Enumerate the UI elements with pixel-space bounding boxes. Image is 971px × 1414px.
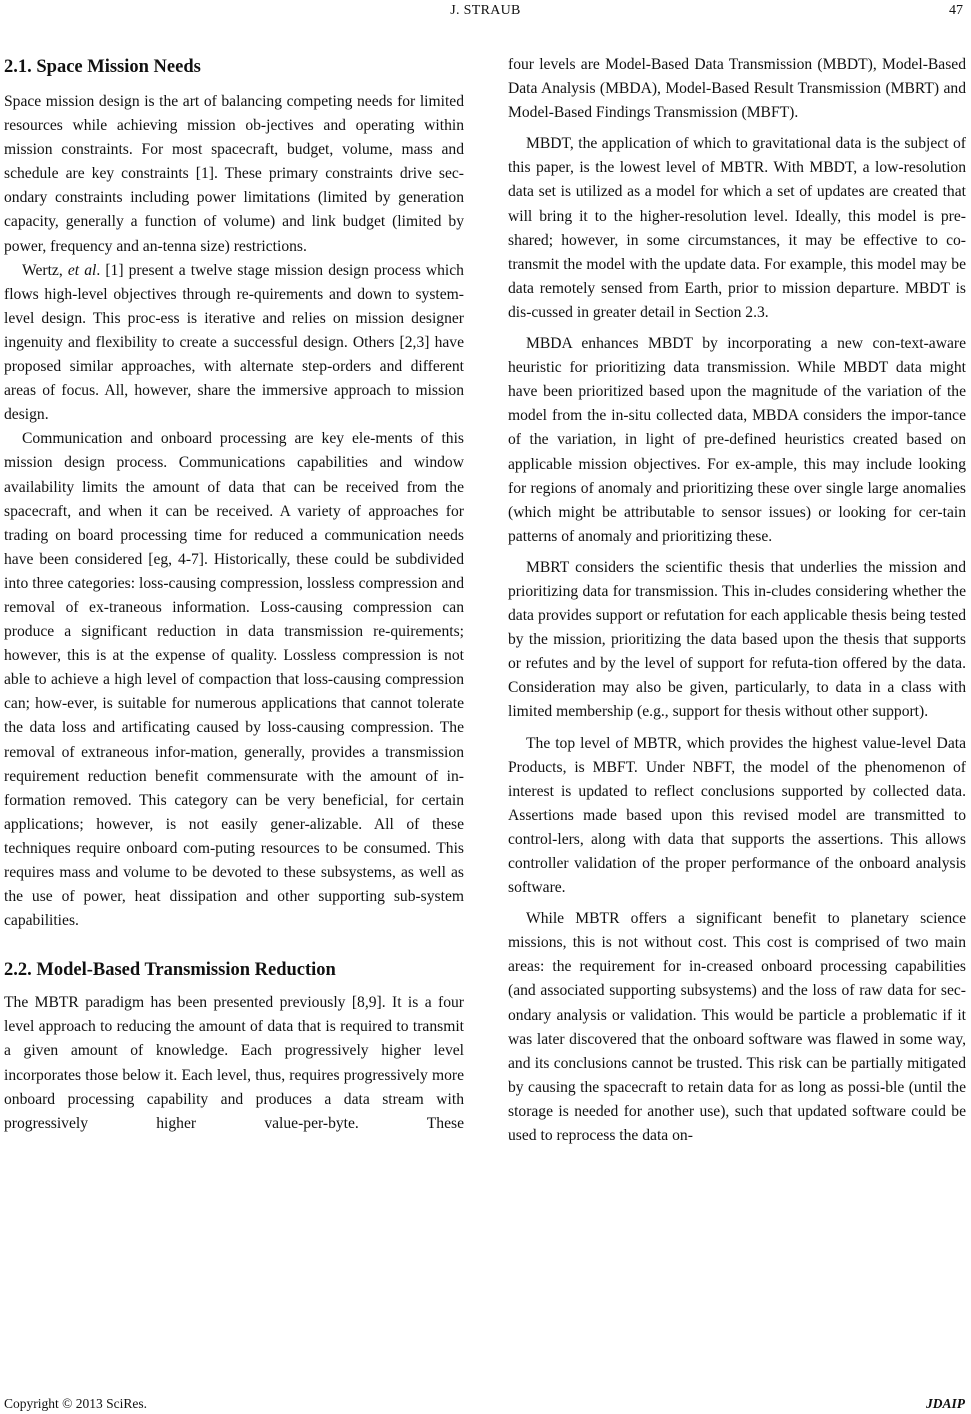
paragraph: The top level of MBTR, which provides the highest value-level Data Products, is MBFT. Under NBFT, the model of the phenomenon of interest is updated to reflect conclusions supported by collected data. Assertions made based upon this revised model are transmitted to control-lers, along with data that supports the assertions. This allows controller validation of the proper performance of the onboard analysis software. <box>508 734 966 897</box>
paragraph: Communication and onboard processing are key ele-ments of this mission design process. Communications capabilities and window availability limits the amount of data that can be received from the spacecraft, and when it can be received. A variety of approaches for trading on board processing time for reduced a communication needs have been considered [eg, 4-7]. Historically, these could be subdivided into three categories: loss-causing compression, lossless compression and removal of ex-traneous information. Loss-causing compression can produce a significant reduction in data transmission re-quirements; however, this is at the expense of quality. Lossless compression is not able to achieve a high level of compaction that loss-causing compression can; how-ever, is suitable for numerous applications that cannot tolerate the data loss and artificating caused by loss-causing compression. The removal of extraneous infor-mation, generally, provides a transmission requirement reduction benefit commensurate with the amount of in-formation removed. This category can be very beneficial, for certain applications; however, is not easily gener-alizable. All of these techniques require onboard com-puting resources to be consumed. This requires mass and volume to be devoted to these subsystems, as well as the use of power, heat dissipation and other supporting sub-system capabilities. <box>4 430 464 930</box>
citation-author: Wertz, <box>22 261 68 279</box>
running-head-author: J. STRAUB <box>450 3 521 18</box>
page-number: 47 <box>949 3 963 18</box>
paragraph-text: The MBTR paradigm has been presented previously [8,9]. It is a four level approach to reducing the amount of data that is required to transmit a given amount of knowledge. Each progressively higher level incorporates those below it. Each level, thus, requires progressively more onboard processing capability and produces a data stream with progressively higher value-per-byte. These <box>4 994 464 1132</box>
paragraph: MBDT, the application of which to gravitational data is the subject of this paper, is the lowest level of MBTR. With MBDT, a low-resolution data set is utilized as a model for which a set of updates are created that will bring it to the higher-resolution level. Ideally, this model is pre-shared; however, in some circumstances, it may be effective to co-transmit the model with the update data. For example, this model may be data remotely sensed from Earth, prior to mission departure. MBDT is dis-cussed in greater detail in Section 2.3. <box>508 135 966 321</box>
left-column <box>4 52 464 1136</box>
paragraph-continued: four levels are Model-Based Data Transmission (MBDT), Model-Based Data Analysis (MBDA), Model-Based Result Transmission (MBRT) and Model-Based Findings Transmission (MBFT). <box>508 56 966 122</box>
paragraph: While MBTR offers a significant benefit to planetary science missions, this is not without cost. This cost is comprised of two main areas: the requirement for in-creased onboard processing capabilities (and associated supporting subsystems) and the loss of raw data for sec-ondary analysis or validation. This would be particle a problematic if it was later discovered that the onboard software was flawed in some way, and its conclusions cannot be trusted. This risk can be partially mitigated by causing the spacecraft to retain data for as long as possi-ble (until the storage is needed for another use), such that updated software could be used to reprocess the data on- <box>508 910 966 1145</box>
section-heading-2-1: 2.1. Space Mission Needs <box>4 57 201 77</box>
paragraph-text: . [1] present a twelve stage mission design process which flows high-level objectives through re-quirements and down to system-level design. This proc-ess is iterative and relies on mission designer ingenuity and flexibility to create a successful design. Others [2,3] have proposed similar approaches, with alternate step-orders and different areas of focus. All, however, share the immersive approach to mission design. <box>4 261 464 424</box>
right-column-text <box>508 53 966 1148</box>
paragraph: MBRT considers the scientific thesis that underlies the mission and prioritizing data for transmission. This in-cludes considering whether the data provides support or refutation for each applicable thesis being tested by the mission, prioritizing the data based upon the thesis that supports or refutes and by the level of support for refuta-tion offered by the data. Consideration may also be given, particularly, to data in a class with limited membership (e.g., support for thesis without other support). <box>508 558 966 721</box>
copyright-notice: Copyright © 2013 SciRes. <box>4 1396 148 1411</box>
paragraph: MBDA enhances MBDT by incorporating a new con-text-aware heuristic for prioritizing data transmission. While MBDT data might have been prioritized based upon the magnitude of the variation of the model from the in-situ collected data, MBDA considers the impor-tance of the variation, in light of pre-defined heuristics created based on applicable mission objectives. For ex-ample, this may include looking for regions of anomaly and prioritizing these over single large anomalies (which might be attributable to sensor issues) or looking for cer-tain patterns of anomaly and prioritizing these. <box>508 335 966 545</box>
page-footer <box>0 1396 971 1414</box>
paragraph <box>4 259 464 428</box>
section-heading-2-2: 2.2. Model-Based Transmission Reduction <box>4 960 336 981</box>
journal-abbreviation: JDAIP <box>925 1396 965 1411</box>
page-header <box>0 0 971 30</box>
citation-etal: et al <box>67 261 97 279</box>
paragraph: Space mission design is the art of balancing competing needs for limited resources while achieving mission ob-jectives and operating within mission constraints. For most spacecraft, budget, volume, mass and schedule are key constraints [1]. These primary constraints drive sec-ondary constraints including power limitations (limited by generation capacity, generally a function of volume) and link budget (limited by power, frequency and an-tenna size) restrictions. <box>4 93 464 255</box>
paragraph <box>4 991 464 1136</box>
